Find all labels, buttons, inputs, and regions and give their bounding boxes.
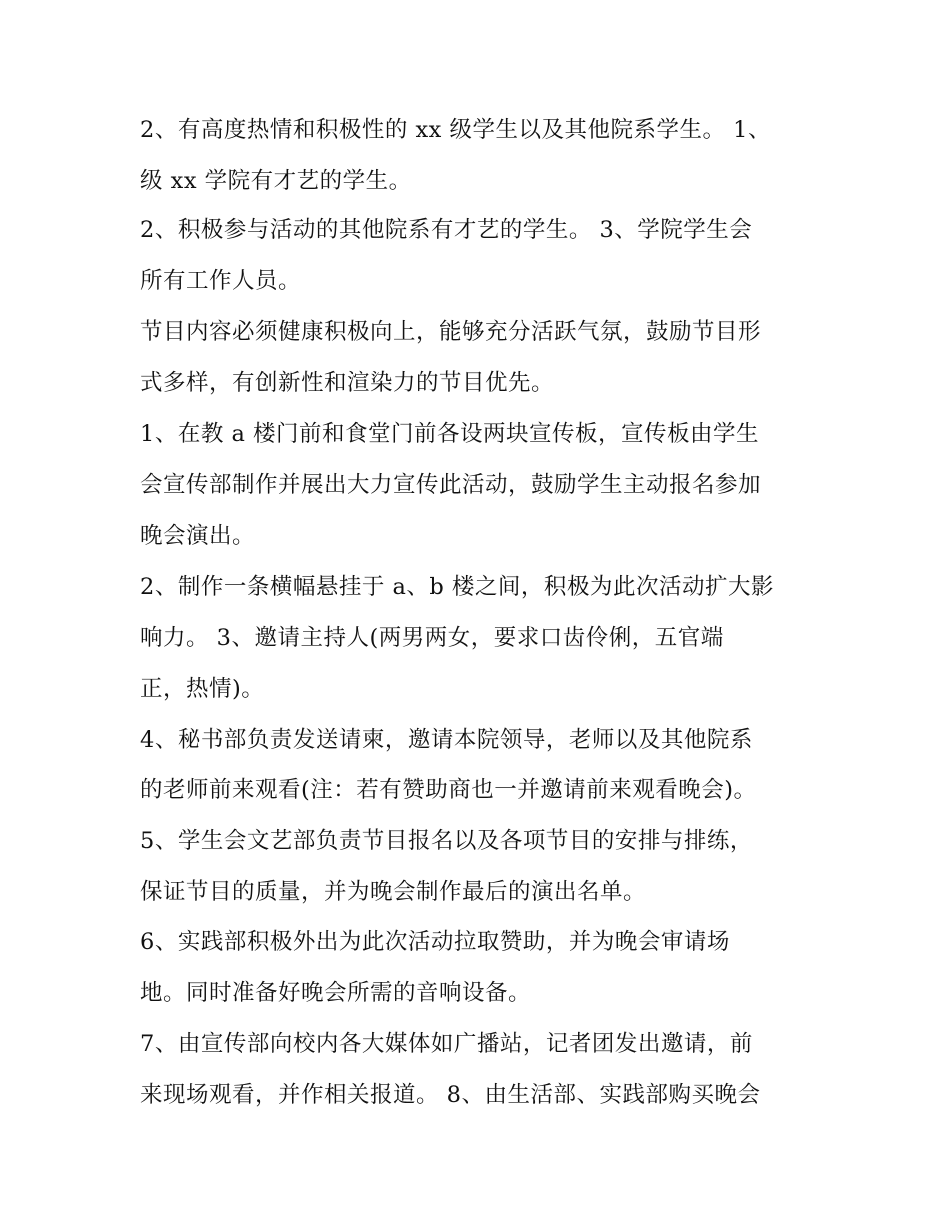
text-line: 7、由宣传部向校内各大媒体如广播站，记者团发出邀请，前: [140, 1031, 753, 1057]
text-line: 2、积极参与活动的其他院系有才艺的学生。 3、学院学生会: [140, 217, 753, 243]
text-line: 会宣传部制作并展出大力宣传此活动，鼓励学生主动报名参加: [140, 472, 762, 498]
text-line: 地。同时准备好晚会所需的音响设备。: [140, 980, 532, 1006]
text-line: 所有工作人员。: [140, 268, 302, 294]
text-line: 级 xx 学院有才艺的学生。: [140, 168, 412, 194]
text-line: 2、有高度热情和积极性的 xx 级学生以及其他院系学生。 1、: [140, 117, 771, 143]
text-line: 4、秘书部负责发送请柬，邀请本院领导，老师以及其他院系: [140, 727, 753, 753]
text-line: 6、实践部积极外出为此次活动拉取赞助，并为晚会审请场: [140, 929, 730, 955]
text-line: 正，热情)。: [140, 676, 265, 702]
text-line: 式多样，有创新性和渲染力的节目优先。: [140, 370, 555, 396]
text-line: 保证节目的质量，并为晚会制作最后的演出名单。: [140, 879, 647, 905]
text-line: 5、学生会文艺部负责节目报名以及各项节目的安排与排练，: [140, 828, 753, 854]
text-line: 1、在教 a 楼门前和食堂门前各设两块宣传板，宣传板由学生: [140, 421, 760, 447]
text-line: 晚会演出。: [140, 523, 256, 549]
text-line: 节目内容必须健康积极向上，能够充分活跃气氛，鼓励节目形: [140, 319, 762, 345]
text-line: 响力。 3、邀请主持人(两男两女，要求口齿伶俐，五官端: [140, 625, 724, 651]
text-line: 2、制作一条横幅悬挂于 a、b 楼之间，积极为此次活动扩大影: [140, 574, 774, 600]
text-line: 的老师前来观看(注：若有赞助商也一并邀请前来观看晚会)。: [140, 777, 757, 803]
text-line: 来现场观看，并作相关报道。 8、由生活部、实践部购买晚会: [140, 1082, 761, 1108]
